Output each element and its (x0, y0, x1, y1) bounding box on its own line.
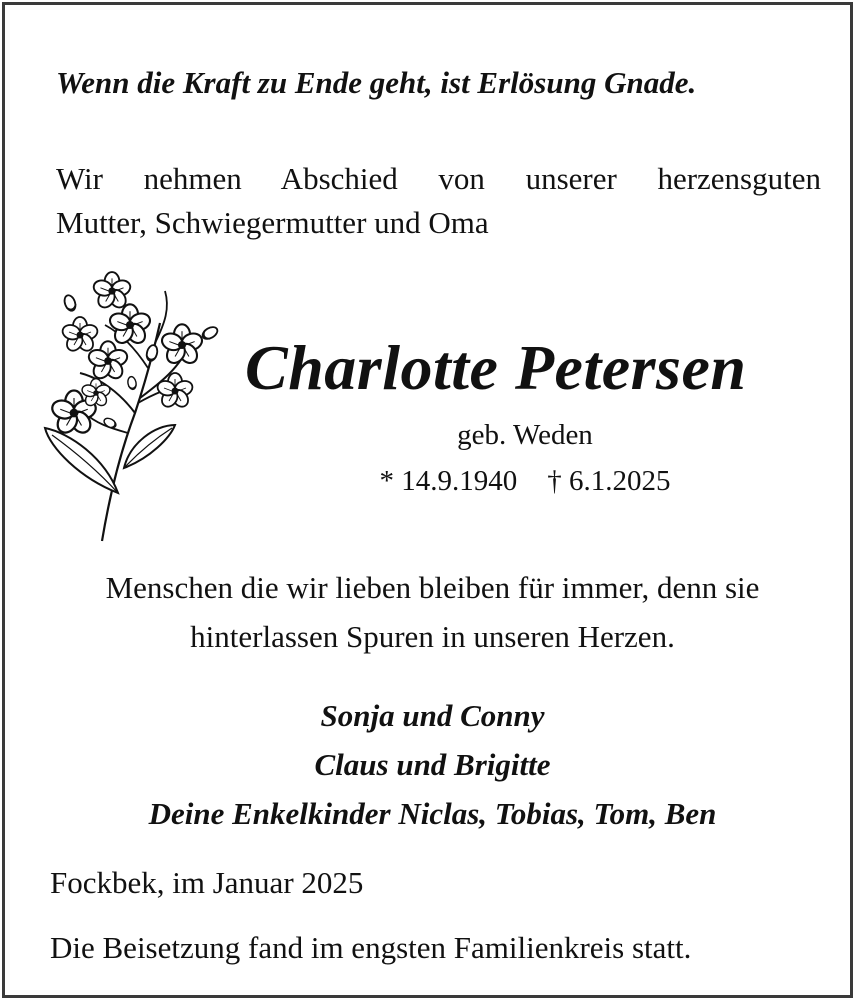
birth-date: * 14.9.1940 (379, 465, 518, 497)
funeral-note: Die Beisetzung fand im engsten Familienkreis statt. (50, 930, 692, 965)
quote-line-1: Menschen die wir lieben bleiben für immer, denn sie (105, 570, 760, 605)
memorial-quote (35, 563, 830, 661)
intro-line-1: Wir nehmen Abschied von unserer herzensguten (56, 161, 821, 196)
motto: Wenn die Kraft zu Ende geht, ist Erlösung Gnade. (56, 65, 697, 100)
intro-text (56, 157, 821, 245)
deceased-name: Charlotte Petersen (245, 332, 747, 403)
mourner-entry: Claus und Brigitte (314, 747, 551, 782)
mourner-entry: Sonja und Conny (320, 698, 545, 733)
mourners-list (35, 691, 830, 838)
death-date: † 6.1.2025 (547, 465, 671, 497)
maiden-name: geb. Weden (457, 419, 593, 451)
quote-line-2: hinterlassen Spuren in unseren Herzen. (190, 619, 675, 654)
mourner-entry: Deine Enkelkinder Niclas, Tobias, Tom, Ben (148, 796, 717, 831)
obituary-frame (2, 2, 853, 998)
forget-me-not-flower-icon (40, 263, 220, 543)
intro-line-2: Mutter, Schwiegermutter und Oma (56, 205, 489, 240)
place-date: Fockbek, im Januar 2025 (50, 865, 364, 900)
life-dates (350, 465, 700, 498)
